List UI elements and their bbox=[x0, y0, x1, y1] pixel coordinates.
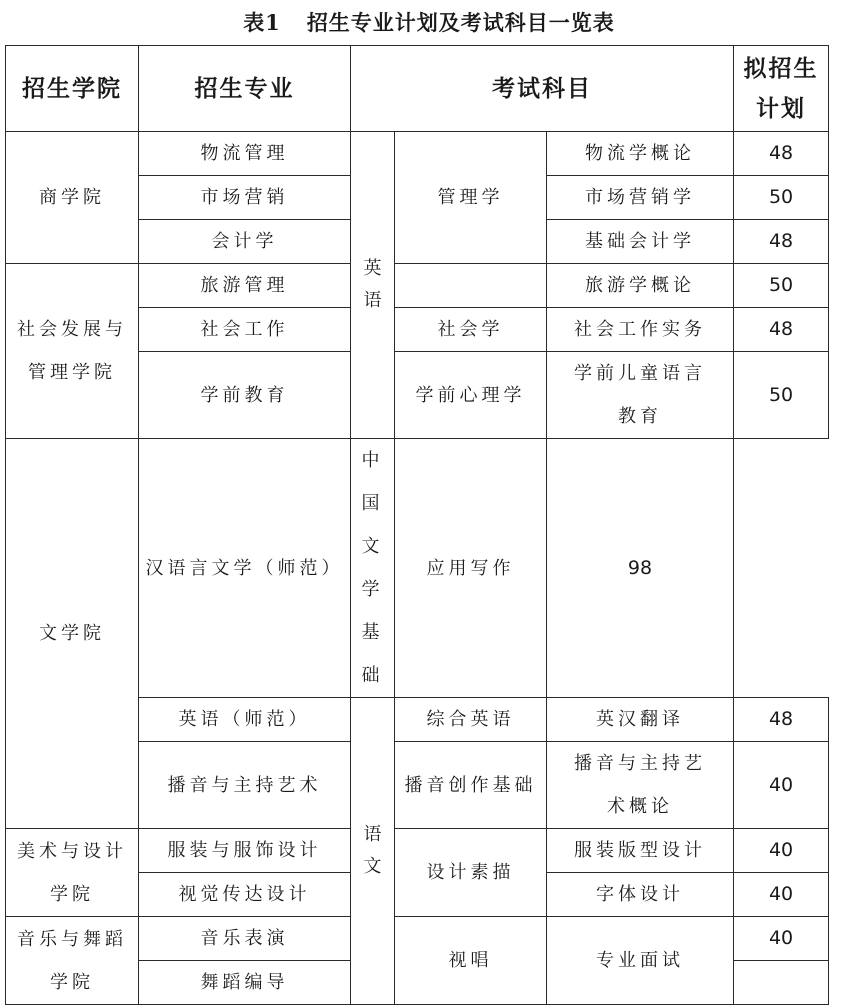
header-college: 招生学院 bbox=[6, 46, 139, 132]
exam2-cell: 英汉翻译 bbox=[547, 698, 734, 742]
shared-subject-chinese-text: 语文 bbox=[363, 823, 382, 877]
plan-cell: 48 bbox=[734, 308, 829, 352]
exam2-cell: 应用写作 bbox=[395, 439, 547, 698]
table-header-row bbox=[6, 46, 829, 132]
caption-label: 表1 bbox=[243, 10, 281, 35]
college-business: 商学院 bbox=[6, 132, 139, 264]
major-cell: 社会工作 bbox=[139, 308, 351, 352]
exam1-broadcast-basics: 播音创作基础 bbox=[395, 742, 547, 829]
exam2-cell: 物流学概论 bbox=[547, 132, 734, 176]
table-row bbox=[6, 829, 829, 873]
major-cell: 会计学 bbox=[139, 220, 351, 264]
header-subjects: 考试科目 bbox=[351, 46, 734, 132]
exam2-cell: 市场营销学 bbox=[547, 176, 734, 220]
header-plan-text: 拟招生计划 bbox=[743, 55, 819, 122]
exam1-comp-english: 综合英语 bbox=[395, 698, 547, 742]
exam2-wrapped-text: 播音与主持艺术概论 bbox=[574, 753, 707, 817]
exam1-sociology: 社会学 bbox=[395, 308, 547, 352]
major-cell: 汉语言文学（师范） bbox=[139, 439, 351, 698]
table-row bbox=[6, 132, 829, 176]
major-cell: 英语（师范） bbox=[139, 698, 351, 742]
table-row bbox=[6, 439, 829, 698]
exam1-blank bbox=[395, 264, 547, 308]
plan-cell: 40 bbox=[734, 829, 829, 873]
exam2-cell: 专业面试 bbox=[547, 917, 734, 1005]
college-arts-text: 美术与设计学院 bbox=[17, 840, 127, 905]
college-literature: 文学院 bbox=[6, 439, 139, 829]
exam2-cell: 字体设计 bbox=[547, 873, 734, 917]
plan-cell: 40 bbox=[734, 873, 829, 917]
header-major: 招生专业 bbox=[139, 46, 351, 132]
caption-title: 招生专业计划及考试科目一览表 bbox=[306, 10, 615, 35]
exam2-cell: 社会工作实务 bbox=[547, 308, 734, 352]
college-social bbox=[6, 264, 139, 439]
major-cell: 服装与服饰设计 bbox=[139, 829, 351, 873]
major-cell: 播音与主持艺术 bbox=[139, 742, 351, 829]
major-cell: 视觉传达设计 bbox=[139, 873, 351, 917]
major-cell: 学前教育 bbox=[139, 352, 351, 439]
table-row bbox=[6, 917, 829, 961]
major-cell: 物流管理 bbox=[139, 132, 351, 176]
exam2-cell: 基础会计学 bbox=[547, 220, 734, 264]
plan-cell: 40 bbox=[734, 917, 829, 961]
plan-cell: 48 bbox=[734, 698, 829, 742]
exam1-chinese-lit: 中国文学基础 bbox=[351, 439, 395, 698]
exam2-wrapped-text: 学前儿童语言教育 bbox=[574, 363, 707, 427]
plan-cell: 48 bbox=[734, 220, 829, 264]
plan-cell: 98 bbox=[547, 439, 734, 698]
major-cell: 旅游管理 bbox=[139, 264, 351, 308]
table-row bbox=[6, 264, 829, 308]
exam2-cell: 服装版型设计 bbox=[547, 829, 734, 873]
exam2-cell bbox=[547, 352, 734, 439]
college-arts bbox=[6, 829, 139, 917]
plan-cell: 40 bbox=[734, 742, 829, 829]
plan-cell: 50 bbox=[734, 264, 829, 308]
plan-cell: 48 bbox=[734, 132, 829, 176]
major-cell: 音乐表演 bbox=[139, 917, 351, 961]
college-social-text: 社会发展与管理学院 bbox=[17, 319, 127, 383]
shared-subject-chinese bbox=[351, 698, 395, 1005]
plan-cell: 50 bbox=[734, 176, 829, 220]
shared-subject-english bbox=[351, 132, 395, 439]
exam2-cell bbox=[547, 742, 734, 829]
exam1-sketch: 设计素描 bbox=[395, 829, 547, 917]
enrollment-table bbox=[5, 45, 829, 1005]
major-cell: 舞蹈编导 bbox=[139, 961, 351, 1005]
plan-cell: 50 bbox=[734, 352, 829, 439]
plan-cell-blank bbox=[734, 961, 829, 1005]
exam1-management: 管理学 bbox=[395, 132, 547, 264]
shared-subject-english-text: 英语 bbox=[363, 257, 382, 311]
table-caption bbox=[0, 6, 858, 40]
header-plan bbox=[734, 46, 829, 132]
exam1-sight-singing: 视唱 bbox=[395, 917, 547, 1005]
exam1-preschool-psych: 学前心理学 bbox=[395, 352, 547, 439]
major-cell: 市场营销 bbox=[139, 176, 351, 220]
college-music bbox=[6, 917, 139, 1005]
exam2-cell: 旅游学概论 bbox=[547, 264, 734, 308]
college-music-text: 音乐与舞蹈学院 bbox=[17, 928, 127, 993]
